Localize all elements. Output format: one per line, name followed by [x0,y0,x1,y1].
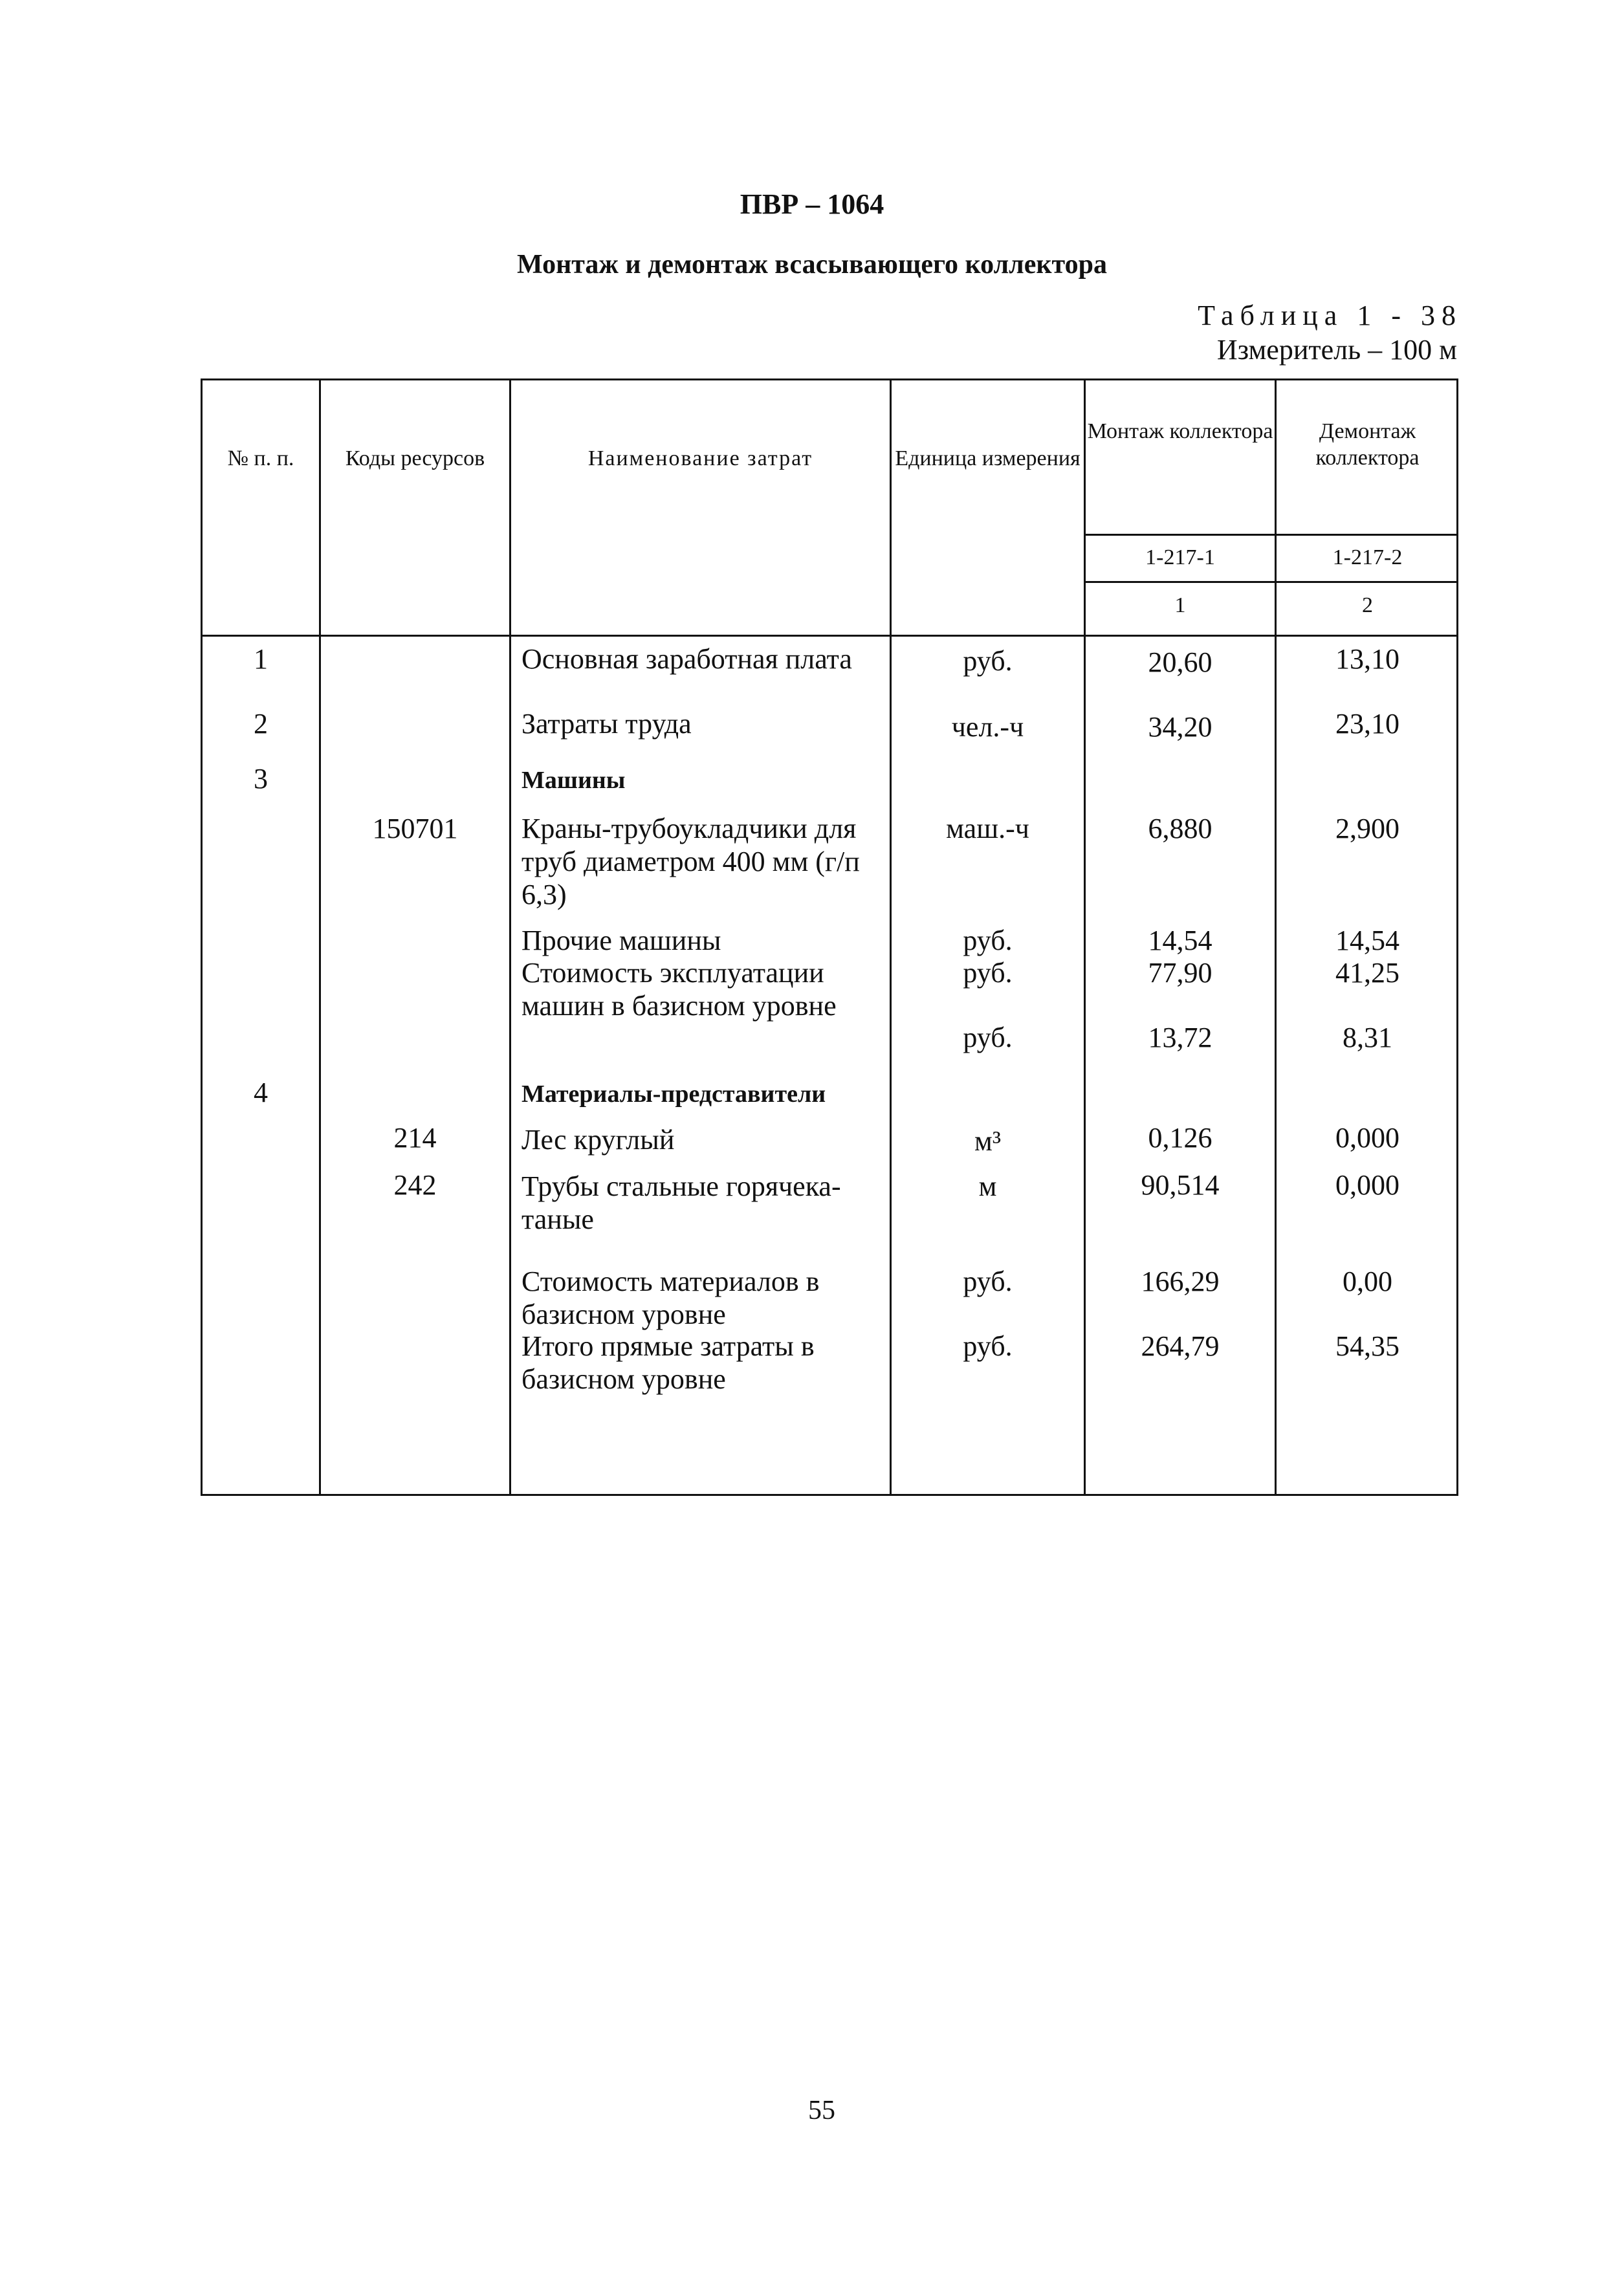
row-value-1: 0,126 [1148,1122,1213,1154]
document-code: ПВР – 1064 [740,188,884,220]
row-value-2: 8,31 [1343,1022,1392,1053]
header-code2: 1-217-2 [1332,545,1403,569]
row-value-1: 90,514 [1141,1169,1220,1201]
row-name: Затраты труда [521,708,692,740]
row-unit: руб. [963,645,1013,677]
row-num: 1 [254,643,268,675]
row-unit: м [978,1170,997,1202]
row-value-2: 14,54 [1335,925,1399,956]
row-unit: руб. [963,1266,1013,1297]
row-name: Лес круглый [521,1124,675,1156]
row-code: 214 [393,1122,437,1154]
row-unit: руб. [963,1022,1013,1053]
header-idx1: 1 [1174,593,1186,617]
header-divider [1084,534,1458,536]
row-value-2: 0,00 [1343,1266,1392,1297]
header-code1: 1-217-1 [1145,545,1215,569]
row-value-1: 13,72 [1148,1022,1213,1053]
row-value-2: 0,000 [1335,1169,1399,1201]
row-unit: руб. [963,957,1013,989]
row-value-2: 23,10 [1335,708,1399,740]
row-unit: руб. [963,1330,1013,1362]
cost-table [201,379,1458,1496]
row-code: 150701 [372,813,458,844]
header-name: Наименование затрат [587,446,813,470]
document-title: Монтаж и демонтаж всасывающего коллектора [516,250,1107,280]
row-value-1: 20,60 [1148,646,1213,678]
row-unit: м³ [974,1125,1002,1157]
row-name: Стоимость материалов в базисном уровне [521,1266,820,1330]
section-title: Материалы-представители [521,1081,826,1108]
row-code: 242 [393,1169,437,1201]
header-col1: Монтаж коллектора [1087,419,1273,443]
row-value-2: 13,10 [1335,643,1399,675]
header-col2: Демонтаж коллектора [1315,419,1420,470]
header-divider [203,635,1458,637]
row-value-2: 2,900 [1335,813,1399,844]
table-label: Таблица 1 - 38 [1198,300,1462,331]
row-unit: маш.-ч [946,813,1029,844]
row-num: 2 [254,708,268,740]
row-value-1: 264,79 [1141,1330,1220,1362]
header-divider [1084,581,1458,583]
row-name: Основная заработная плата [521,643,852,675]
row-unit: руб. [963,925,1013,956]
row-value-1: 77,90 [1148,957,1213,989]
page-number: 55 [808,2096,835,2125]
row-value-2: 54,35 [1335,1330,1399,1362]
section-title: Машины [521,767,626,794]
row-num: 4 [254,1077,268,1108]
measure-label: Измеритель – 100 м [1216,334,1457,366]
row-num: 3 [254,763,268,795]
column-divider [509,380,511,1496]
row-value-1: 6,880 [1148,813,1213,844]
header-codes: Коды ресурсов [345,446,485,470]
row-name: Стоимость эксплуатации машин в базисном уровне [521,957,837,1022]
header-unit: Единица измерения [895,446,1081,470]
header-idx2: 2 [1362,593,1373,617]
header-num: № п. п. [227,446,294,470]
row-name: Краны-трубоукладчики для труб диаметром 400 мм (г/п 6,3) [521,813,860,910]
row-value-1: 166,29 [1141,1266,1220,1297]
row-name: Трубы стальные горячека-таные [521,1170,841,1235]
column-divider [319,380,321,1496]
row-name: Прочие машины [521,925,721,956]
row-value-2: 41,25 [1335,957,1399,989]
row-unit: чел.-ч [951,711,1024,743]
row-name: Итого прямые затраты в базисном уровне [521,1330,815,1395]
row-value-1: 34,20 [1148,711,1213,743]
row-value-1: 14,54 [1148,925,1213,956]
row-value-2: 0,000 [1335,1122,1399,1154]
